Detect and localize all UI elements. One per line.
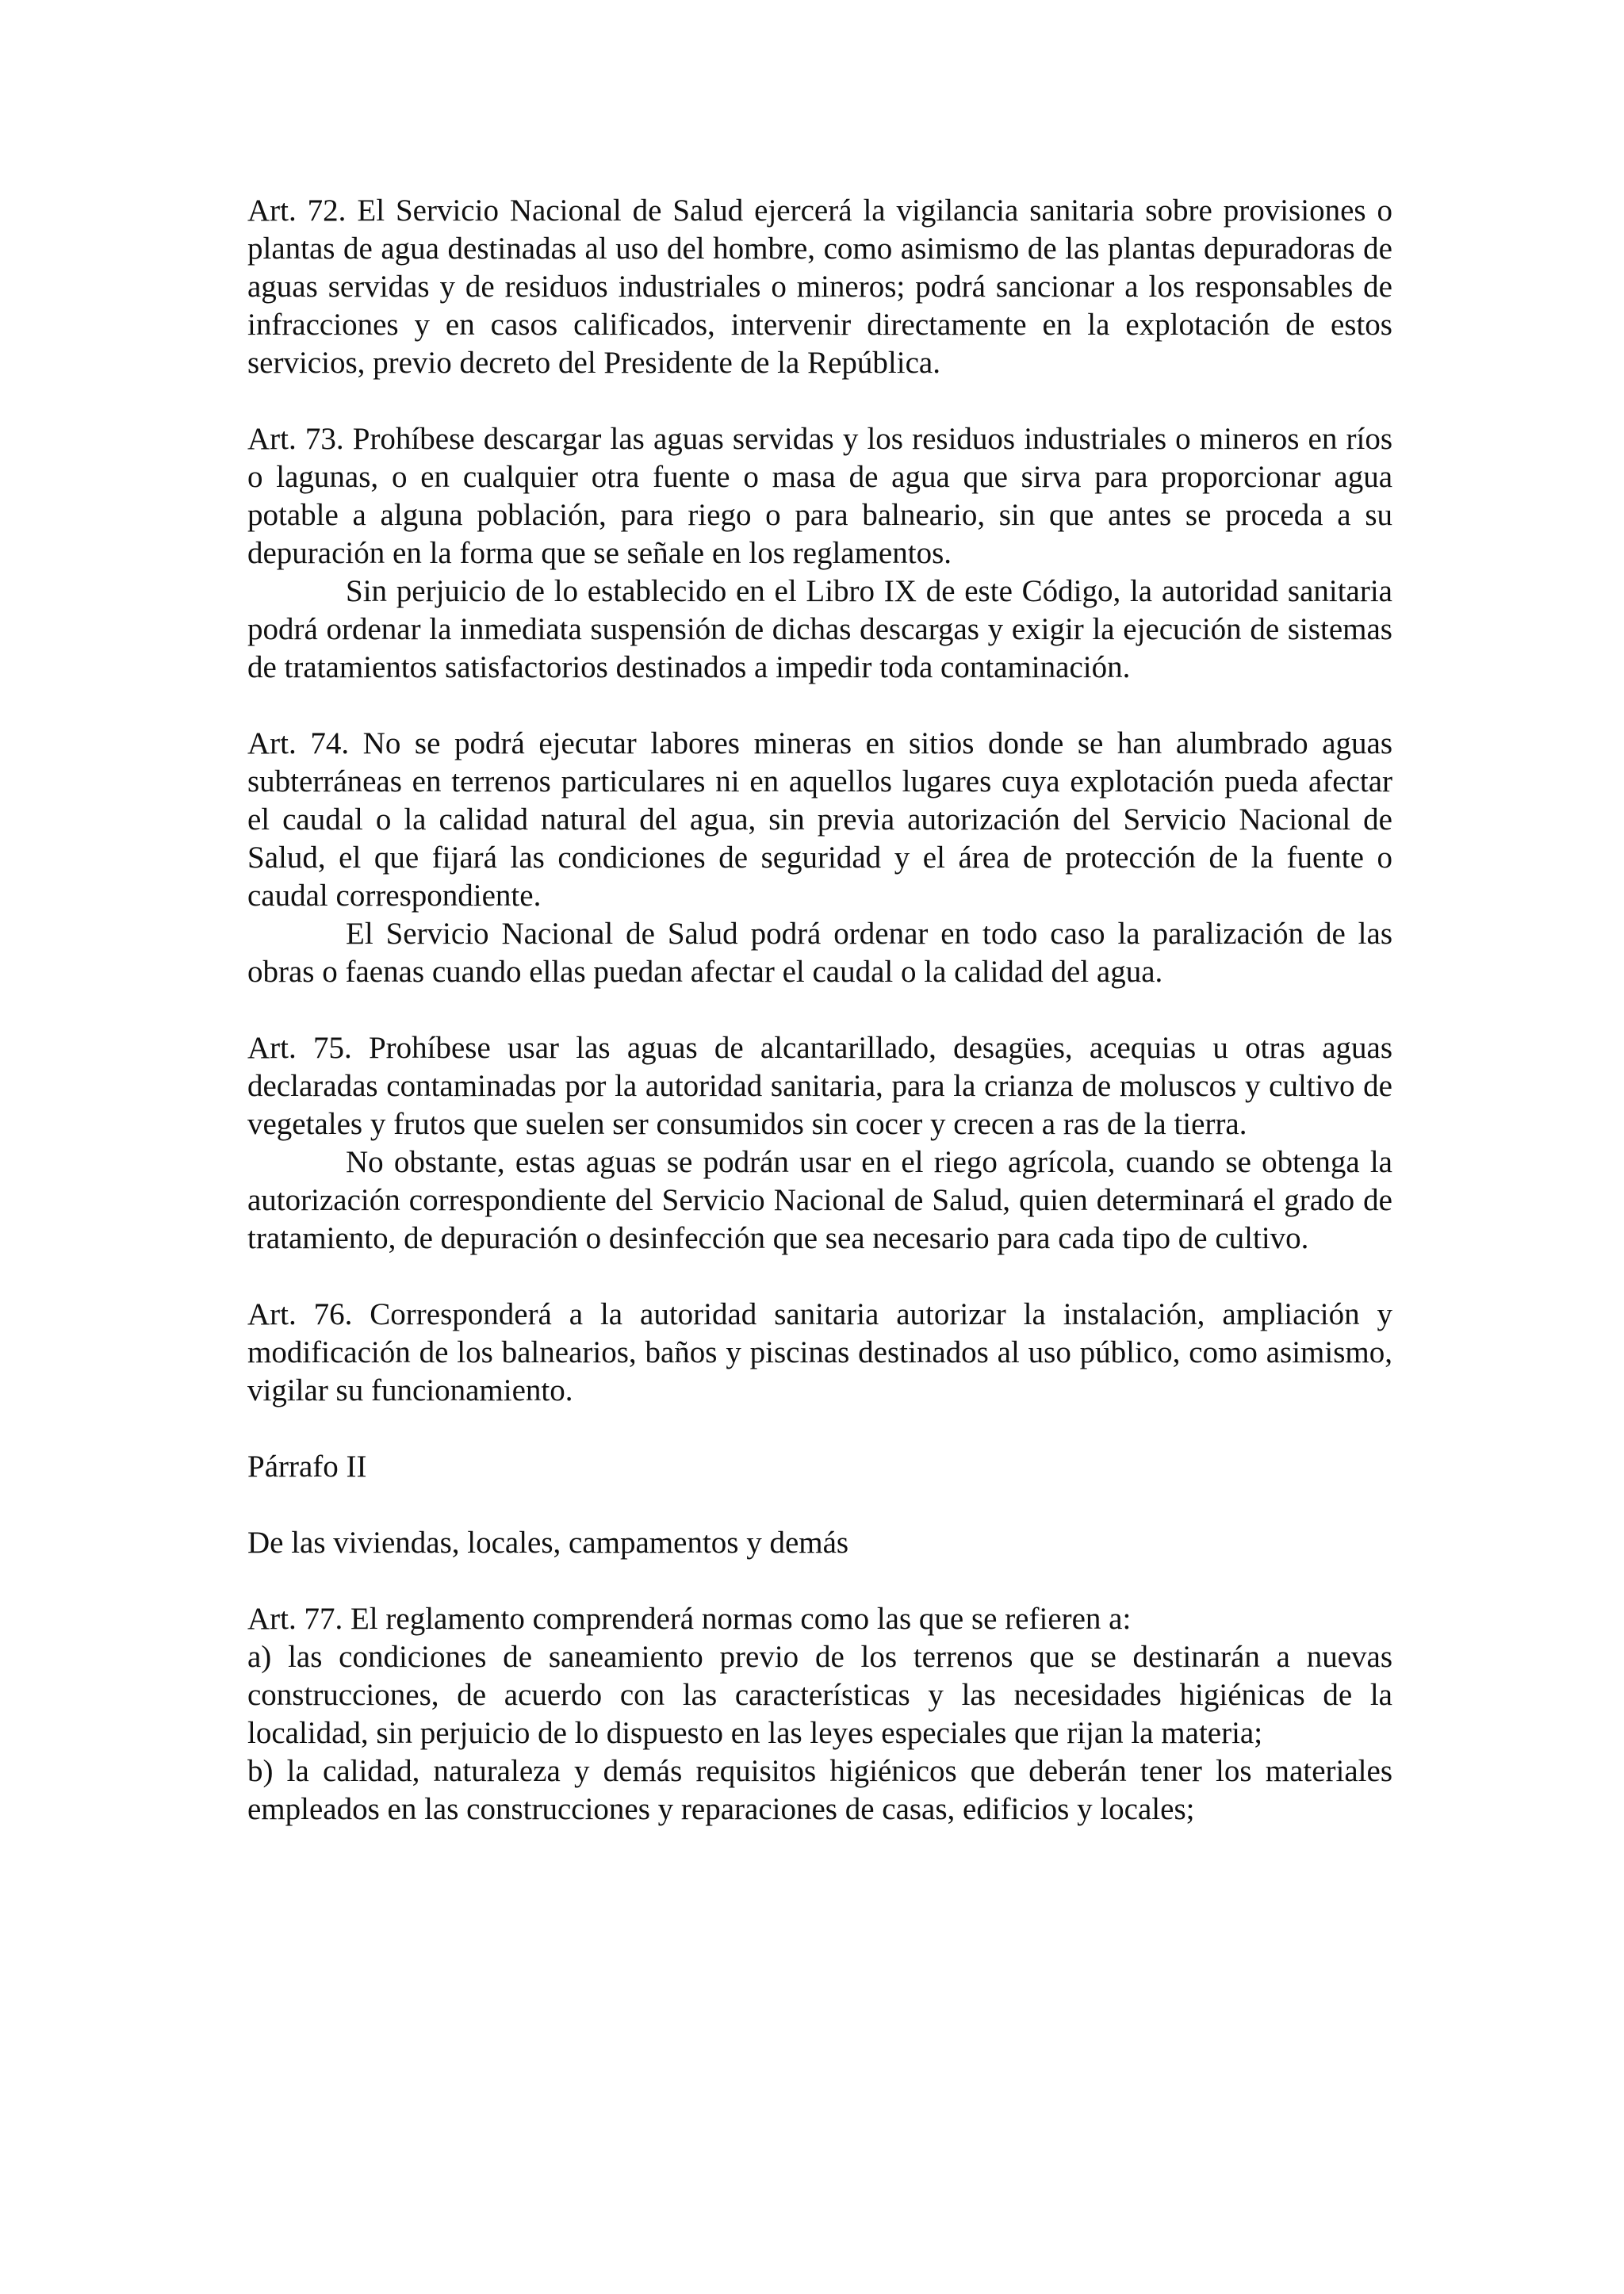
article-72: Art. 72. El Servicio Nacional de Salud ejercerá la vigilancia sanitaria sobre provisiones o plantas de agua destinadas al uso del hombre, como asimismo de las plantas depuradoras de aguas servidas y de residuos industriales o mineros; podrá sancionar a los responsables de infracciones y en casos calificados, intervenir directamente en la explotación de estos servicios, previo decreto del Presidente de la República. [247, 193, 1392, 380]
paragraph-spacer [247, 1258, 1392, 1296]
paragraph-spacer [247, 1410, 1392, 1448]
article-73-paragraph-2: Sin perjuicio de lo establecido en el Libro IX de este Código, la autoridad sanitaria podrá ordenar la inmediata suspensión de dichas descargas y exigir la ejecución de sistemas de tratamientos satisfactorios destinados a impedir toda contaminación. [247, 574, 1392, 684]
article-73: Art. 73. Prohíbese descargar las aguas servidas y los residuos industriales o mineros en ríos o lagunas, o en cualquier otra fuente o masa de agua que sirva para proporcionar agua potable a alguna población, para riego o para balneario, sin que antes se proceda a su depuración en la forma que se señale en los reglamentos. [247, 422, 1392, 570]
article-75: Art. 75. Prohíbese usar las aguas de alcantarillado, desagües, acequias u otras aguas declaradas contaminadas por la autoridad sanitaria, para la crianza de moluscos y cultivo de vegetales y frutos que suelen ser consumidos sin cocer y crecen a ras de la tierra. [247, 1031, 1392, 1141]
article-77-item-b: b) la calidad, naturaleza y demás requisitos higiénicos que deberán tener los materiales empleados en las construcciones y reparaciones de casas, edificios y locales; [247, 1754, 1392, 1826]
article-74-paragraph-2: El Servicio Nacional de Salud podrá ordenar en todo caso la paralización de las obras o faenas cuando ellas puedan afectar el caudal o la calidad del agua. [247, 917, 1392, 989]
paragraph-spacer [247, 1486, 1392, 1524]
paragraph-spacer [247, 991, 1392, 1029]
paragraph-spacer [247, 687, 1392, 725]
paragraph-spacer [247, 1562, 1392, 1600]
article-75-paragraph-2: No obstante, estas aguas se podrán usar en el riego agrícola, cuando se obtenga la autorización correspondiente del Servicio Nacional de Salud, quien determinará el grado de tratamiento, de depuración o desinfección que sea necesario para cada tipo de cultivo. [247, 1145, 1392, 1255]
article-77-item-a: a) las condiciones de saneamiento previo de los terrenos que se destinarán a nuevas construcciones, de acuerdo con las características y las necesidades higiénicas de la localidad, sin perjuicio de lo dispuesto en las leyes especiales que rijan la materia; [247, 1640, 1392, 1750]
paragraph-spacer [247, 382, 1392, 420]
section-subtitle: De las viviendas, locales, campamentos y demás [247, 1526, 849, 1560]
section-title: Párrafo II [247, 1450, 367, 1484]
document-page [247, 192, 1392, 1829]
article-77: Art. 77. El reglamento comprenderá normas como las que se refieren a: [247, 1602, 1132, 1636]
article-76: Art. 76. Corresponderá a la autoridad sanitaria autorizar la instalación, ampliación y modificación de los balnearios, baños y piscinas destinados al uso público, como asimismo, vigilar su funcionamiento. [247, 1297, 1392, 1407]
article-74: Art. 74. No se podrá ejecutar labores mineras en sitios donde se han alumbrado aguas subterráneas en terrenos particulares ni en aquellos lugares cuya explotación pueda afectar el caudal o la calidad natural del agua, sin previa autorización del Servicio Nacional de Salud, el que fijará las condiciones de seguridad y el área de protección de la fuente o caudal correspondiente. [247, 726, 1392, 913]
